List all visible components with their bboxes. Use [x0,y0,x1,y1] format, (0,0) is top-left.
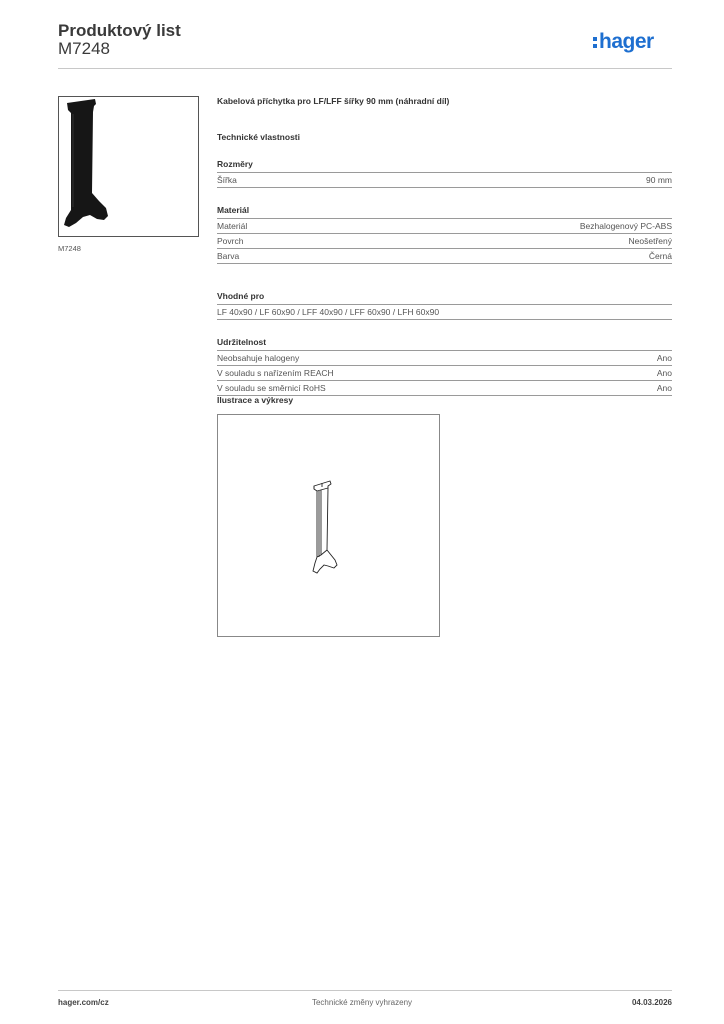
photo-caption: M7248 [58,244,81,253]
logo-wordmark: hager [599,30,654,53]
spec-label: V souladu s nařízením REACH [217,368,334,378]
section-sustainability [217,337,672,396]
section-title: Materiál [217,205,672,219]
technical-properties-heading: Technické vlastnosti [217,132,300,142]
logo-dot-top [593,37,597,41]
section-title: Vhodné pro [217,291,672,305]
spec-value: Ano [656,368,672,378]
product-description: Kabelová příchytka pro LF/LFF šířky 90 mm (náhradní díl) [217,96,450,106]
section-dimensions [217,159,672,188]
spec-row [217,219,672,234]
spec-label: Neobsahuje halogeny [217,353,300,363]
section-title: Rozměry [217,159,672,173]
spec-row [217,305,672,320]
footer-date: 04.03.2026 [631,998,672,1007]
spec-value: Neošetřený [628,236,672,246]
header-divider [58,68,672,69]
spec-value: 90 mm [646,175,672,185]
spec-label: Materiál [217,221,248,231]
footer-website: hager.com/cz [58,998,109,1007]
spec-row [217,173,672,188]
spec-label: Barva [217,251,240,261]
hager-logo [593,28,675,56]
footer-divider [58,990,672,991]
spec-row [217,381,672,396]
spec-row [217,249,672,264]
page-title: Produktový list [58,21,181,40]
section-title: Udržitelnost [217,337,672,351]
main-content [217,96,672,413]
spec-value: Ano [656,353,672,363]
spec-label: LF 40x90 / LF 60x90 / LFF 40x90 / LFF 60x90 / LFH 60x90 [217,307,440,317]
spec-label: V souladu se směrnicí RoHS [217,383,326,393]
spec-value: Černá [648,251,672,261]
section-material [217,205,672,264]
spec-value: Ano [656,383,672,393]
spec-value: Bezhalogenový PC-ABS [579,221,672,231]
spec-row [217,366,672,381]
spec-row [217,234,672,249]
spec-label: Povrch [217,236,244,246]
technical-drawing [217,414,440,637]
section-suitable-for [217,291,672,320]
product-code: M7248 [58,39,110,58]
spec-label: Šířka [217,175,237,185]
logo-dot-bottom [593,44,597,48]
illustrations-heading: Ilustrace a výkresy [217,395,294,405]
spec-row [217,351,672,366]
footer-notice: Technické změny vyhrazeny [311,998,413,1007]
product-photo [58,96,199,237]
